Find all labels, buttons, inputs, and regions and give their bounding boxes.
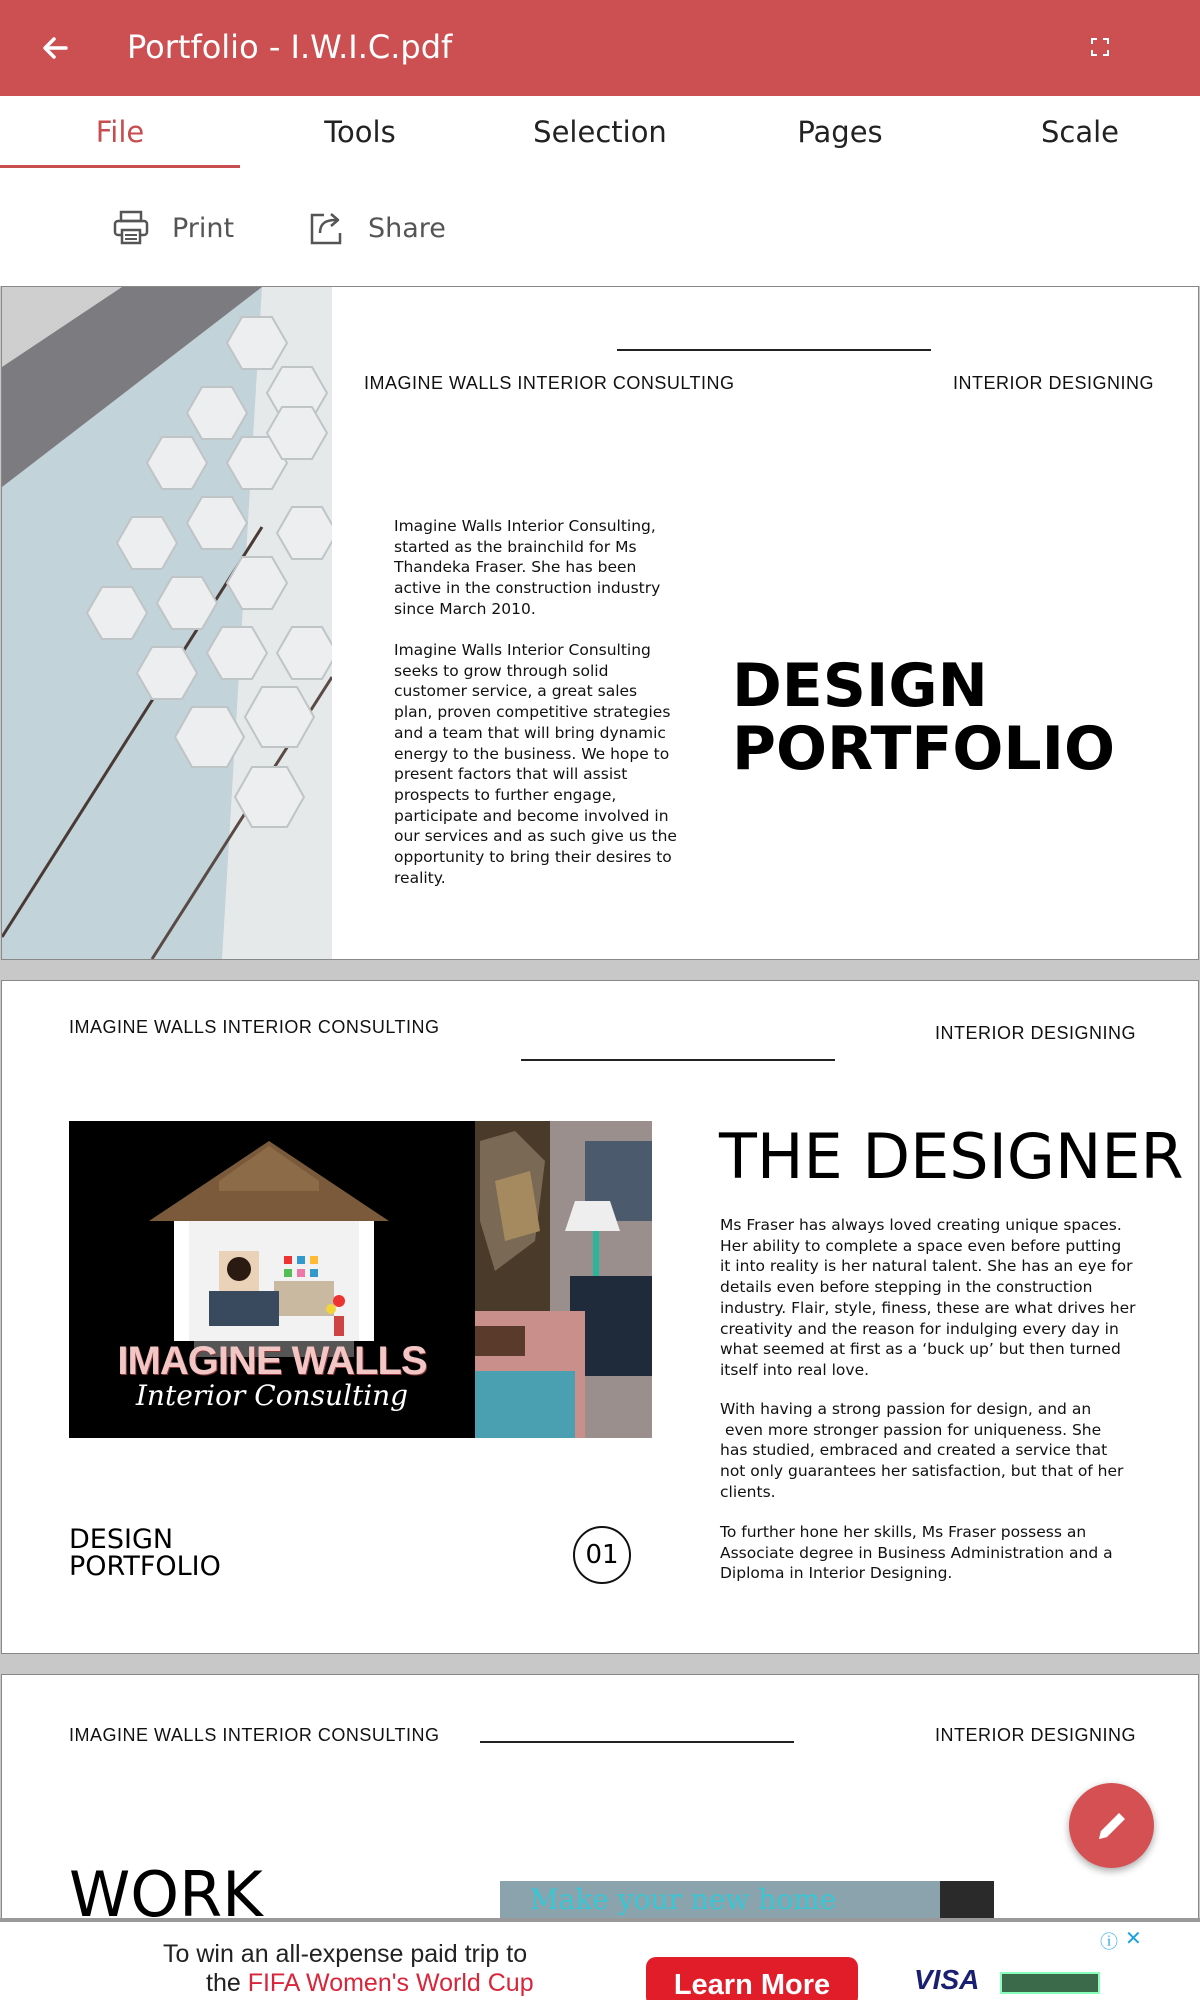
work-banner-text: Make your new home bbox=[530, 1883, 837, 1916]
ad-headline-line-2 bbox=[206, 1969, 534, 1998]
logo-tagline: Interior Consulting bbox=[135, 1379, 409, 1412]
pdf-page-3 bbox=[1, 1674, 1199, 1918]
tab-tools[interactable]: Tools bbox=[324, 115, 396, 149]
footer-title bbox=[69, 1526, 221, 1580]
file-toolbar bbox=[0, 168, 1200, 286]
company-logo-image bbox=[69, 1121, 475, 1438]
app-bar bbox=[0, 0, 1200, 96]
footer-title-line-1: DESIGN bbox=[69, 1524, 174, 1555]
tab-file[interactable]: File bbox=[0, 96, 240, 168]
ad-banner[interactable] bbox=[0, 1918, 1200, 2000]
logo-wordmark: IMAGINE WALLS bbox=[117, 1339, 427, 1383]
designer-heading: THE DESIGNER bbox=[719, 1120, 1184, 1193]
cover-title bbox=[732, 651, 1115, 784]
designer-paragraph-1: Ms Fraser has always loved creating unique spaces. Her ability to complete a space even before putting it into reality is her natural talent. She has an eye for details even before stepping in the construction industry. Flair, style, finess, these are what drives her creativity and the reason for indulging every day in what seemed at first as a ‘buck up’ but then turned itself into real love. bbox=[720, 1216, 1136, 1379]
ad-info-icon[interactable]: ⓘ bbox=[1100, 1932, 1118, 1952]
intro-paragraph-2: Imagine Walls Interior Consulting seeks to grow through solid customer service, a great sales plan, proven competitive strategies and a team that will bring dynamic energy to the business. We hope to present factors that will assist prospects to further engage, participate and become involved in our services and as such give us the opportunity to bring their desires to reality. bbox=[394, 641, 677, 887]
print-label: Print bbox=[172, 212, 235, 244]
tab-bar bbox=[0, 96, 1200, 168]
document-title: Portfolio - I.W.I.C.pdf bbox=[127, 28, 453, 66]
tab-selection[interactable]: Selection bbox=[533, 115, 667, 149]
ad-close-icon[interactable]: ✕ bbox=[1125, 1928, 1142, 1950]
tab-pages[interactable]: Pages bbox=[797, 115, 883, 149]
pencil-icon bbox=[1091, 1805, 1133, 1847]
header-rule bbox=[617, 349, 931, 351]
pdf-page-1 bbox=[1, 286, 1199, 960]
edit-fab-button[interactable] bbox=[1069, 1783, 1154, 1868]
cover-title-line-2: PORTFOLIO bbox=[732, 714, 1115, 784]
ad-highlight: FIFA Women's World Cup bbox=[247, 1969, 534, 1997]
page-header-company: IMAGINE WALLS INTERIOR CONSULTING bbox=[69, 1725, 440, 1745]
designer-paragraph-2: With having a strong passion for design, and an even more stronger passion for uniqueness. She has studied, embraced and created a service that not only guarantees her satisfaction, but that of her clients. bbox=[720, 1400, 1124, 1501]
share-label: Share bbox=[368, 212, 446, 244]
header-rule bbox=[480, 1741, 794, 1743]
print-button[interactable] bbox=[112, 198, 234, 258]
pdf-viewer[interactable] bbox=[0, 286, 1200, 1918]
printer-icon bbox=[112, 209, 150, 247]
designer-paragraph-3: To further hone her skills, Ms Fraser possess an Associate degree in Business Administration and a Diploma in Interior Designing. bbox=[720, 1523, 1113, 1583]
header-rule bbox=[521, 1059, 835, 1061]
page-header-service: INTERIOR DESIGNING bbox=[953, 373, 1155, 393]
share-button[interactable] bbox=[308, 198, 446, 258]
tab-scale[interactable]: Scale bbox=[1040, 115, 1120, 149]
share-icon bbox=[308, 209, 346, 247]
pdf-page-2 bbox=[1, 980, 1199, 1654]
ad-headline-line-1: To win an all-expense paid trip to bbox=[163, 1940, 528, 1968]
fullscreen-icon[interactable] bbox=[1090, 37, 1110, 57]
back-arrow-icon[interactable] bbox=[36, 28, 76, 68]
visa-logo: VISA bbox=[914, 1964, 980, 1995]
work-banner-image bbox=[500, 1881, 994, 1918]
page-header-service: INTERIOR DESIGNING bbox=[935, 1023, 1137, 1043]
footer-title-line-2: PORTFOLIO bbox=[69, 1551, 221, 1582]
page-header-company: IMAGINE WALLS INTERIOR CONSULTING bbox=[69, 1017, 440, 1037]
hexagon-tile-photo bbox=[2, 287, 332, 959]
cover-title-line-1: DESIGN bbox=[732, 651, 988, 721]
bedroom-photo bbox=[475, 1121, 652, 1438]
ad-prefix: the bbox=[206, 1969, 248, 1997]
work-heading: WORK bbox=[69, 1858, 263, 1918]
ad-learn-more-button[interactable]: Learn More bbox=[646, 1957, 858, 2000]
intro-paragraph-1: Imagine Walls Interior Consulting, started as the brainchild for Ms Thandeka Fraser. She has been active in the construction industry since March 2010. bbox=[394, 517, 661, 618]
page-header-company: IMAGINE WALLS INTERIOR CONSULTING bbox=[364, 373, 735, 393]
ad-sponsor-logo bbox=[1000, 1972, 1100, 1994]
page-number-badge: 01 bbox=[573, 1526, 631, 1584]
page-header-service: INTERIOR DESIGNING bbox=[935, 1725, 1137, 1745]
